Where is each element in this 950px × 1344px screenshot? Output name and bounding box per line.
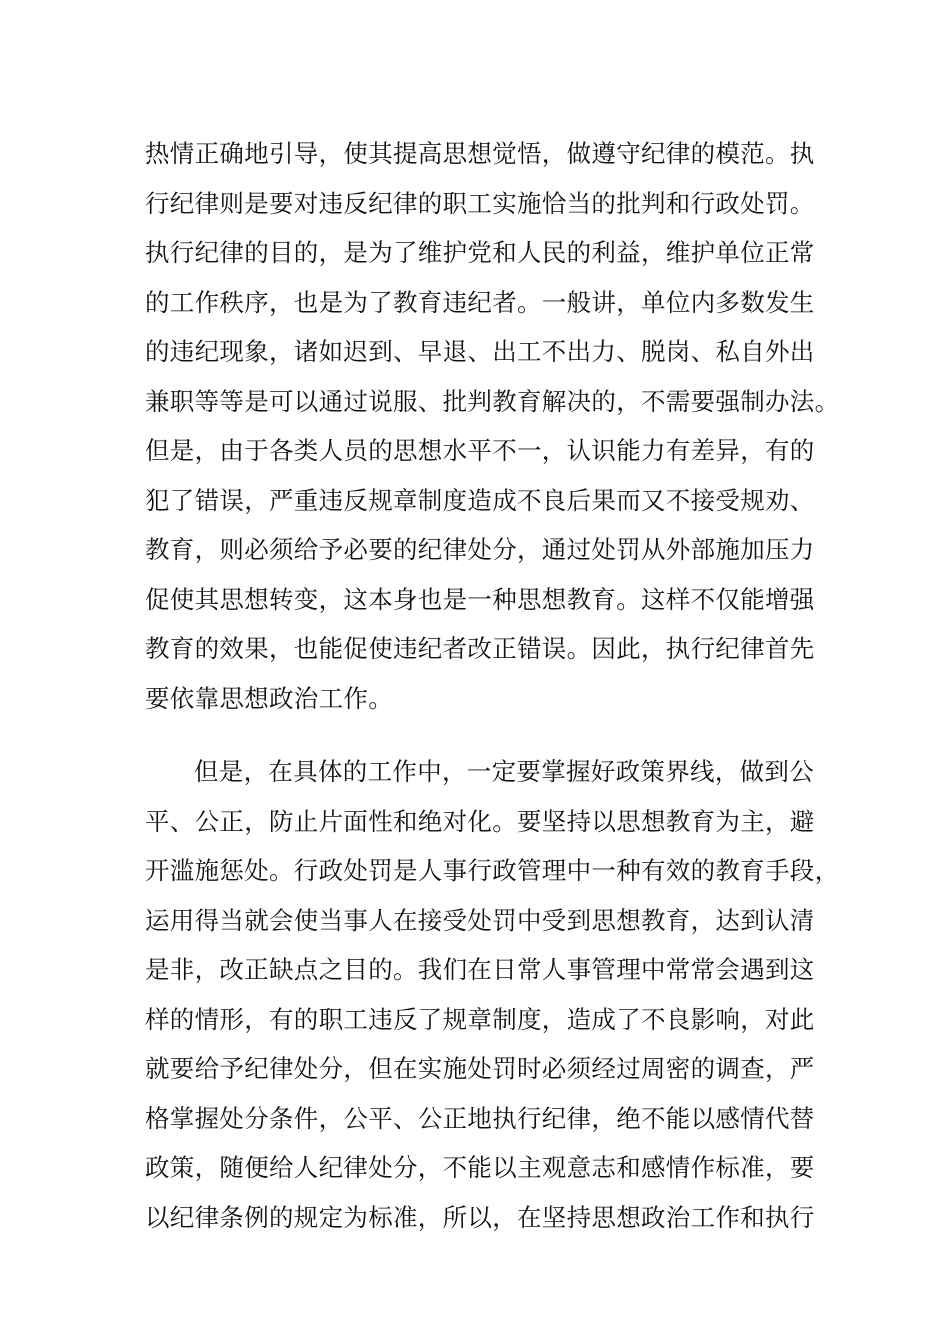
text-line: 热情正确地引导，使其提高思想觉悟，做遵守纪律的模范。执	[145, 139, 815, 168]
text-line: 格掌握处分条件，公平、公正地执行纪律，绝不能以感情代替	[145, 1103, 815, 1133]
text-line: 但是，在具体的工作中，一定要掌握好政策界线，做到公	[194, 757, 814, 786]
text-line: 开滥施惩处。行政处罚是人事行政管理中一种有效的教育手段，	[145, 856, 840, 885]
text-line: 促使其思想转变，这本身也是一种思想教育。这样不仅能增强	[145, 584, 815, 614]
text-line: 样的情形，有的职工违反了规章制度，造成了不良影响，对此	[145, 1004, 815, 1034]
paragraph-1	[145, 136, 840, 730]
text-line: 政策，随便给人纪律处分，不能以主观意志和感情作标准，要	[145, 1153, 815, 1182]
text-line: 兼职等等是可以通过说服、批判教育解决的，不需要强制办法。	[145, 386, 840, 416]
text-line: 的工作秩序，也是为了教育违纪者。一般讲，单位内多数发生	[145, 287, 815, 317]
text-line: 教育的效果，也能促使违纪者改正错误。因此，执行纪律首先	[145, 634, 815, 663]
text-line: 要依靠思想政治工作。	[145, 683, 393, 713]
text-line: 就要给予纪律处分，但在实施处罚时必须经过周密的调查，严	[145, 1054, 815, 1083]
text-line: 运用得当就会使当事人在接受处罚中受到思想教育，达到认清	[145, 905, 815, 935]
text-line: 的违纪现象，诸如迟到、早退、出工不出力、脱岗、私自外出	[145, 337, 815, 366]
text-line: 以纪律条例的规定为标准，所以，在坚持思想政治工作和执行	[145, 1202, 815, 1232]
text-line: 平、公正，防止片面性和绝对化。要坚持以思想教育为主，避	[145, 806, 815, 836]
text-line: 教育，则必须给予必要的纪律处分，通过处罚从外部施加压力	[145, 535, 815, 564]
body-text	[145, 136, 840, 1249]
text-line: 执行纪律的目的，是为了维护党和人民的利益，维护单位正常	[145, 238, 815, 267]
paragraph-spacer	[145, 730, 825, 754]
text-line: 行纪律则是要对违反纪律的职工实施恰当的批判和行政处罚。	[145, 188, 815, 218]
paragraph-2	[145, 754, 840, 1249]
text-line: 但是，由于各类人员的思想水平不一，认识能力有差异，有的	[145, 436, 815, 465]
text-line: 犯了错误，严重违反规章制度造成不良后果而又不接受规劝、	[145, 485, 815, 515]
text-line: 是非，改正缺点之目的。我们在日常人事管理中常常会遇到这	[145, 955, 815, 984]
